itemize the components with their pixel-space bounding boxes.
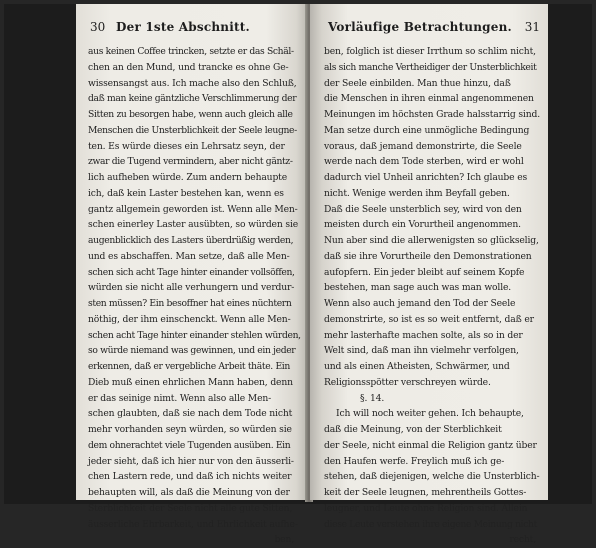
text-line: bestehen, man sage auch was man wolle. — [324, 282, 512, 294]
text-line: Man setze durch eine unmögliche Bedingung — [324, 124, 530, 136]
text-line: diese Leute verstehen ihre eigene Meinung nicht — [324, 518, 537, 530]
running-head: Der 1ste Abschnitt. — [116, 20, 250, 34]
text-line: lich aufheben würde. Zum andern behaupte — [88, 172, 288, 183]
text-line: der Seele einbilden. Man thue hinzu, daß — [324, 77, 511, 89]
text-line: nöthig, der ihm einschenckt. Wenn alle Men- — [88, 313, 291, 325]
text-line: augenblicklich des Lasters überdrüßig werden, — [88, 235, 294, 246]
text-line: §. 14. — [360, 392, 385, 404]
text-line: ben, folglich ist dieser Irrthum so schlim nicht, — [324, 46, 536, 57]
text-line: leugner, und Leute ohne Religion sind. Allein — [324, 502, 528, 514]
text-line: jeder sieht, daß ich hier nur von den äusserli- — [88, 455, 294, 467]
text-line: Religionsspötter verschreyen würde. — [324, 376, 491, 388]
text-line: nicht. Wenige werden ihm Beyfall geben. — [324, 187, 510, 199]
text-line: mehr lasterhafte machen solte, als so in der — [324, 329, 523, 341]
text-line: den Haufen werfe. Freylich muß ich ge- — [324, 455, 505, 467]
text-line: Sterblichkeit der Seele nicht alle gute Sitten, — [88, 502, 293, 514]
text-line: recht, — [509, 534, 536, 546]
left-page-header — [76, 20, 308, 38]
text-line: erkennen, daß er vergebliche Arbeit thäte. Ein — [88, 361, 290, 372]
text-line: würden sie nicht alle verhungern und verdur- — [88, 282, 295, 294]
left-page-text — [88, 44, 301, 548]
text-line: ten. Es würde dieses ein Lehrsatz seyn, der — [88, 140, 285, 152]
text-line: voraus, daß jemand demonstrirte, die Seele — [324, 140, 522, 152]
left-page — [76, 4, 308, 546]
text-line: Menschen die Unsterblichkeit der Seele leugne- — [88, 124, 297, 136]
text-line: als sich manche Vertheidiger der Unsterblichkeit — [324, 61, 537, 73]
text-line: daß man keine gäntzliche Verschlimmerung der — [88, 93, 297, 105]
text-line: Nun aber sind die allerwenigsten so glückselig, — [324, 235, 539, 246]
right-page — [310, 4, 548, 546]
text-line: daß die Meinung, von der Sterblichkeit — [324, 424, 502, 435]
page-number: 30 — [90, 20, 106, 34]
text-line: er das seinige nimt. Wenn also alle Men- — [88, 392, 272, 404]
text-line: chen an den Mund, und trancke es ohne Ge- — [88, 61, 289, 73]
book-spread — [4, 4, 592, 546]
text-line: gantz allgemein geworden ist. Wenn alle Men- — [88, 203, 298, 215]
text-line: behaupten will, als daß die Meinung von der — [88, 487, 290, 498]
text-line: dem ohnerachtet viele Tugenden ausüben. Ein — [88, 439, 291, 451]
text-line: und es abschaffen. Man setze, daß alle Men- — [88, 250, 290, 262]
text-line: so würde niemand was gewinnen, und ein jeder — [88, 345, 296, 357]
text-line: Welt sind, daß man ihn vielmehr verfolgen, — [324, 345, 519, 357]
text-line: schen glaubten, daß sie nach dem Tode nicht — [88, 408, 293, 420]
text-line: Daß die Seele unsterblich sey, wird von den — [324, 203, 522, 215]
text-line: wissensangst aus. Ich mache also den Schluß, — [88, 77, 297, 89]
text-line: aus keinen Coffee trincken, setzte er das Schäl- — [88, 46, 294, 57]
text-line: schen acht Tage hinter einander stehlen würden, — [88, 329, 301, 341]
text-line: dadurch viel Unheil anrichten? Ich glaube es — [324, 172, 528, 183]
text-line: äusserliche Ehrbarkeit, und Ehrlichkeit aufhe- — [88, 518, 298, 530]
text-line: die Menschen in ihren einmal angenommenen — [324, 93, 534, 105]
text-line: mehr vorhanden seyn würden, so würden sie — [88, 424, 292, 435]
text-line: keit der Seele leugnen, mehrentheils Gottes- — [324, 487, 527, 498]
text-line: demonstrirte, so ist es so weit entfernt, daß er — [324, 313, 534, 325]
text-line: ben, — [274, 534, 294, 546]
text-line: der Seele, nicht einmal die Religion gantz über — [324, 439, 537, 451]
text-line: meisten durch ein Vorurtheil angenommen. — [324, 219, 521, 231]
text-line: schen sich acht Tage hinter einander vollsöffen, — [88, 266, 295, 278]
text-line: Dieb muß einen ehrlichen Mann haben, denn — [88, 376, 293, 388]
text-line: daß sie ihre Vorurtheile den Demonstrationen — [324, 250, 532, 262]
text-line: aufopfern. Ein jeder bleibt auf seinem Kopfe — [324, 266, 525, 278]
right-page-header — [310, 20, 548, 38]
text-line: chen Lastern rede, und daß ich nichts weiter — [88, 471, 292, 483]
running-head: Vorläufige Betrachtungen. — [328, 20, 512, 34]
text-line: ich, daß kein Laster bestehen kan, wenn es — [88, 187, 284, 199]
text-line: Meinungen im höchsten Grade halsstarrig sind. — [324, 109, 540, 120]
text-line: zwar die Tugend vermindern, aber nicht gäntz- — [88, 156, 293, 168]
page-number: 31 — [524, 20, 540, 34]
text-line: Wenn also auch jemand den Tod der Seele — [324, 298, 516, 309]
text-line: werde nach dem Tode sterben, wird er wohl — [324, 156, 524, 168]
text-line: und als einen Atheisten, Schwärmer, und — [324, 361, 510, 372]
text-line: Ich will noch weiter gehen. Ich behaupte, — [336, 408, 524, 420]
text-line: Sitten zu besorgen habe, wenn auch gleich alle — [88, 109, 293, 120]
right-page-text — [324, 44, 540, 548]
text-line: stehen, daß diejenigen, welche die Unsterblich- — [324, 471, 540, 483]
text-line: sten müssen? Ein besoffner hat eines nüchtern — [88, 298, 292, 309]
text-line: schen einerley Laster ausübten, so würden sie — [88, 219, 299, 231]
